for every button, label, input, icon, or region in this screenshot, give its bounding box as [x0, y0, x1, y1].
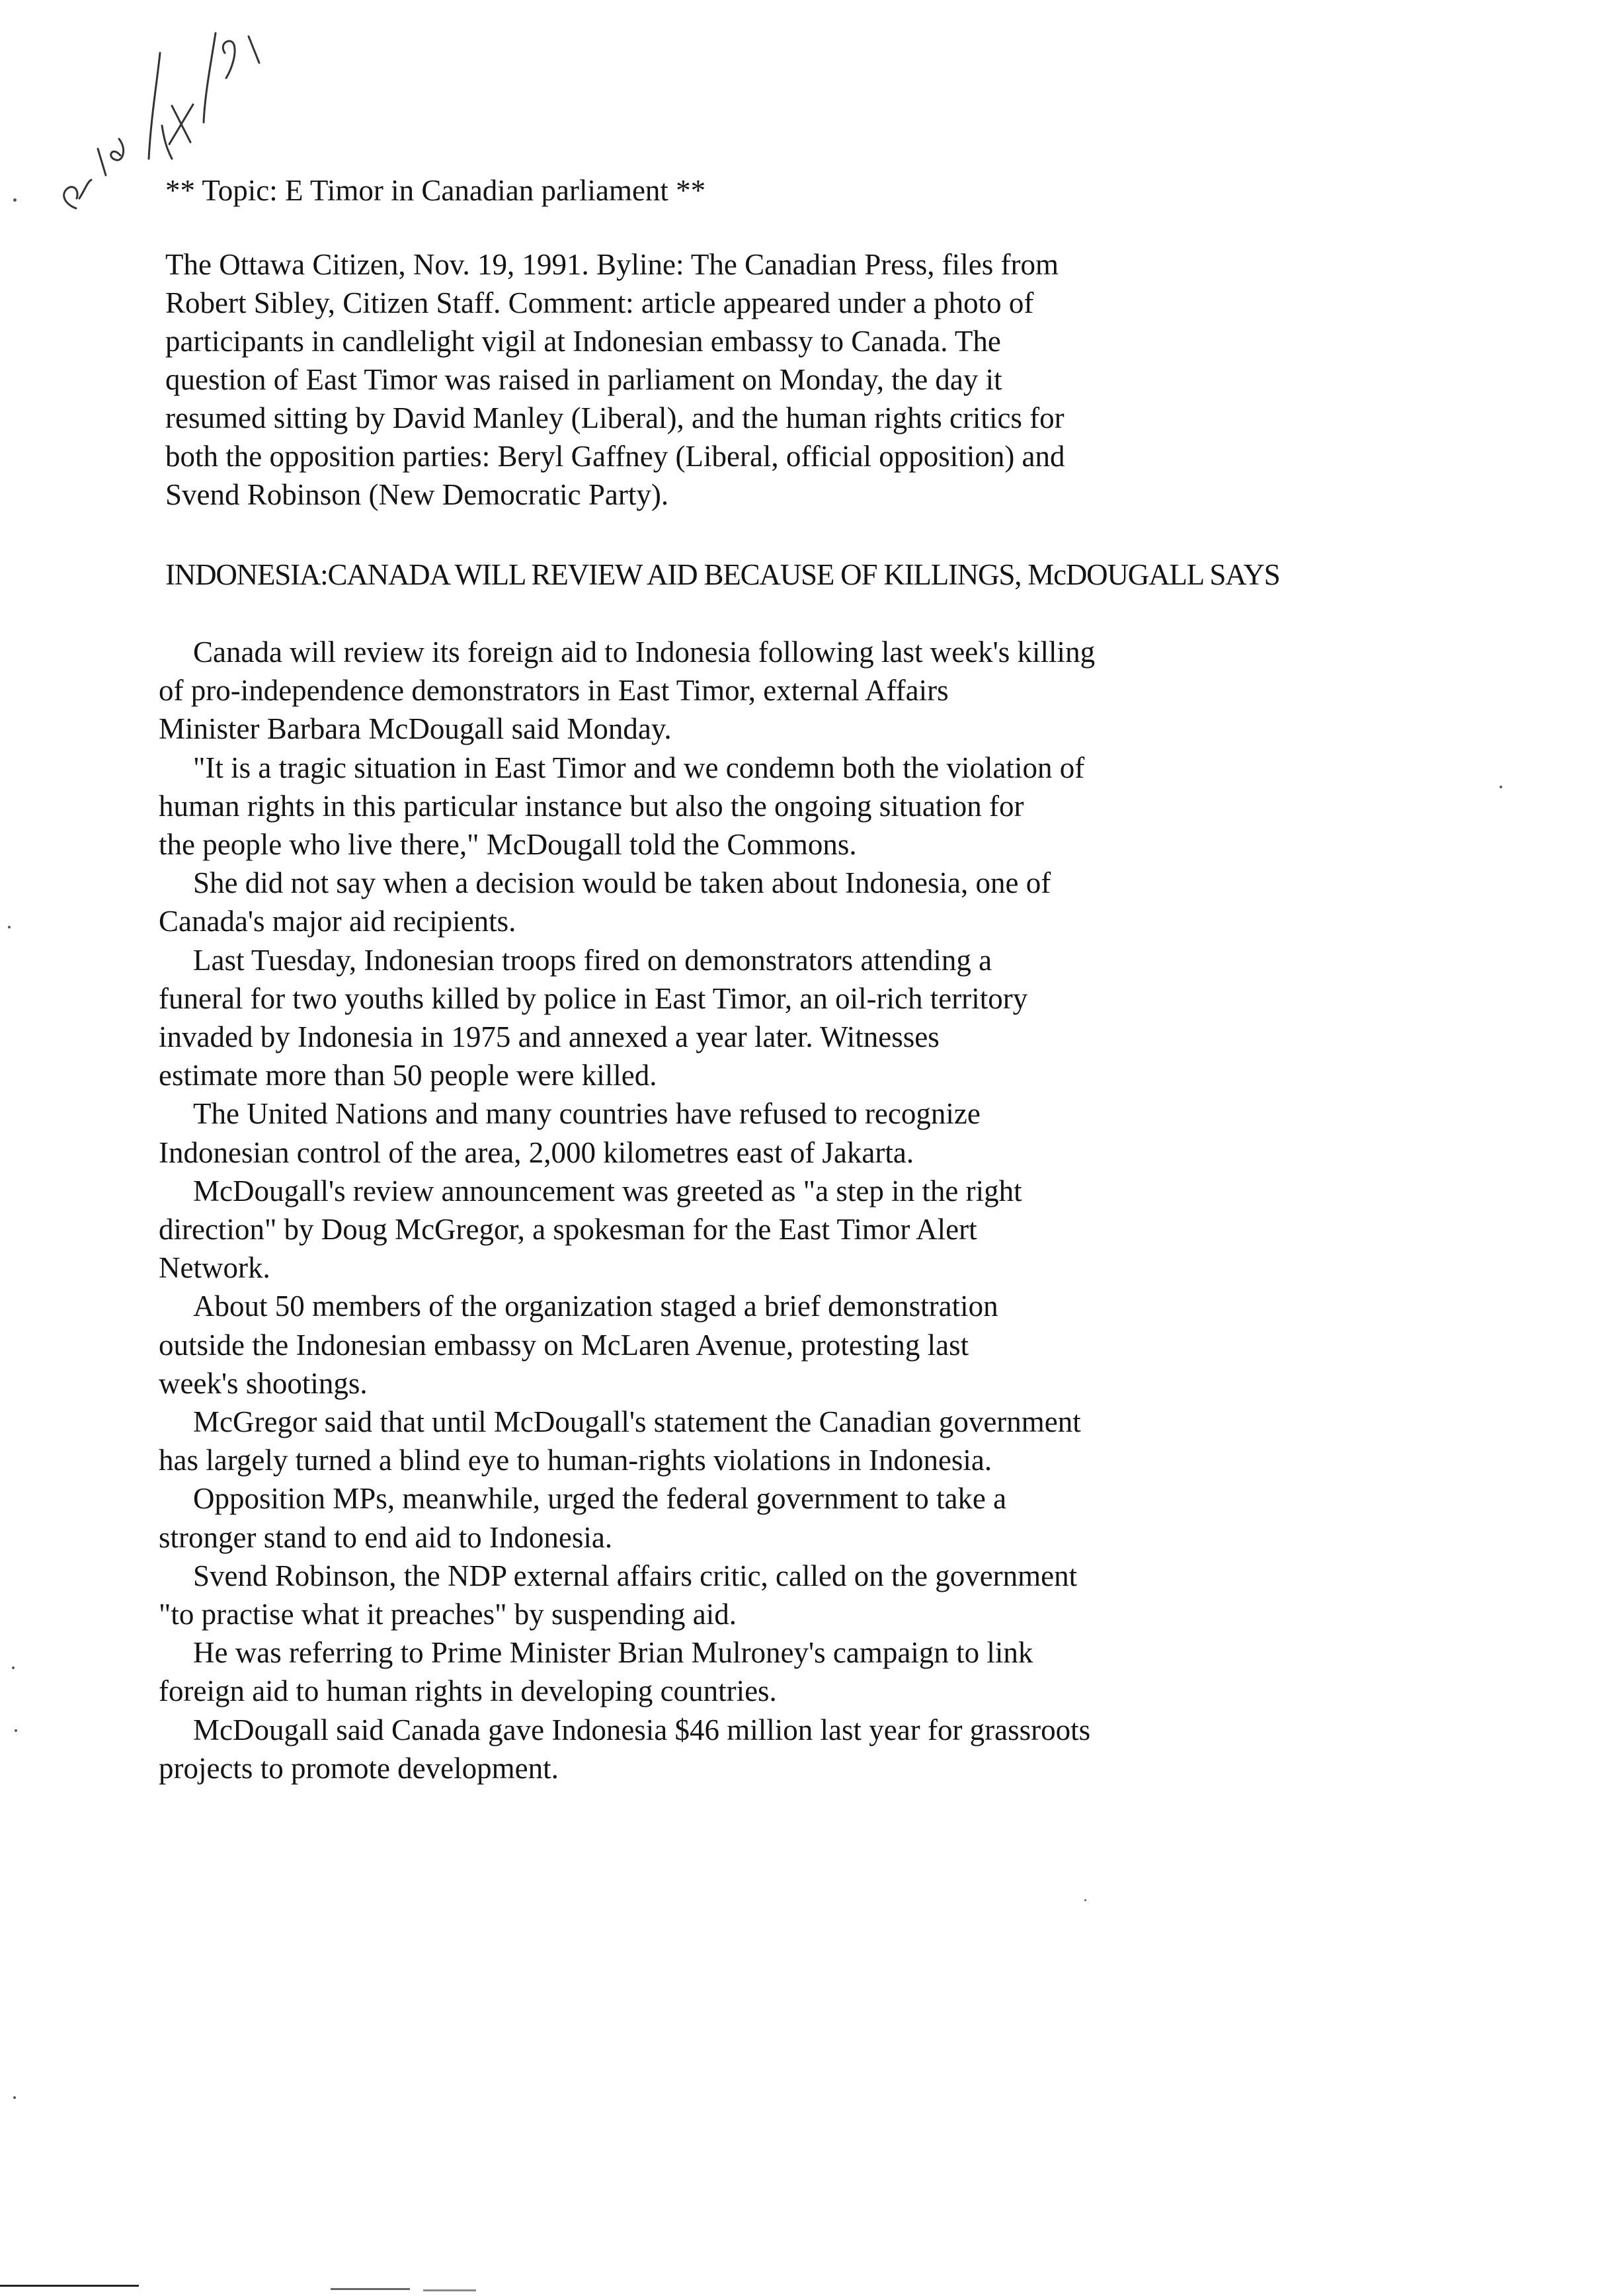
article-line: The United Nations and many countries have refused to recognize [193, 1097, 981, 1131]
article-line: Network. [159, 1251, 270, 1285]
article-line: week's shootings. [159, 1366, 368, 1400]
article-line: McDougall's review announcement was greeted as "a step in the right [193, 1174, 1022, 1208]
intro-line: question of East Timor was raised in parliament on Monday, the day it [165, 363, 1002, 396]
scan-edge-mark [331, 2288, 410, 2290]
article-line: foreign aid to human rights in developing countries. [159, 1674, 777, 1708]
article-line: stronger stand to end aid to Indonesia. [159, 1520, 613, 1554]
article-line: He was referring to Prime Minister Brian Mulroney's campaign to link [193, 1636, 1033, 1670]
article-line: McDougall said Canada gave Indonesia $46 million last year for grassroots [193, 1713, 1091, 1746]
scan-speck [13, 2096, 16, 2099]
scan-speck [1084, 1899, 1086, 1901]
article-line: human rights in this particular instance but also the ongoing situation for [159, 789, 1024, 823]
article-line: McGregor said that until McDougall's statement the Canadian government [193, 1405, 1081, 1439]
article-line: Indonesian control of the area, 2,000 kilometres east of Jakarta. [159, 1135, 914, 1169]
intro-line: Robert Sibley, Citizen Staff. Comment: article appeared under a photo of [165, 286, 1034, 319]
intro-line: resumed sitting by David Manley (Liberal), and the human rights critics for [165, 401, 1065, 434]
article-line: She did not say when a decision would be taken about Indonesia, one of [193, 866, 1051, 900]
article-line: projects to promote development. [159, 1751, 559, 1785]
scan-speck [1500, 786, 1502, 788]
article-line: Minister Barbara McDougall said Monday. [159, 712, 672, 746]
intro-line: both the opposition parties: Beryl Gaffney (Liberal, official opposition) and [165, 440, 1065, 473]
article-line: estimate more than 50 people were killed. [159, 1059, 657, 1092]
article-line: funeral for two youths killed by police in East Timor, an oil-rich territory [159, 981, 1028, 1015]
scan-speck [15, 1729, 17, 1732]
scan-edge-mark [423, 2289, 476, 2291]
scan-speck [12, 1666, 15, 1669]
article-line: About 50 members of the organization staged a brief demonstration [193, 1290, 998, 1323]
article-line: has largely turned a blind eye to human-rights violations in Indonesia. [159, 1444, 992, 1477]
article-body [159, 633, 1382, 1787]
scan-speck [8, 926, 11, 928]
article-line: invaded by Indonesia in 1975 and annexed a year later. Witnesses [159, 1020, 940, 1054]
article-line: the people who live there," McDougall told the Commons. [159, 828, 857, 862]
article-line: Svend Robinson, the NDP external affairs critic, called on the government [193, 1559, 1078, 1592]
article-headline: INDONESIA:CANADA WILL REVIEW AID BECAUSE OF KILLINGS, McDOUGALL SAYS [165, 558, 1280, 591]
article-line: Canada's major aid recipients. [159, 905, 516, 938]
article-line: direction" by Doug McGregor, a spokesman for the East Timor Alert [159, 1213, 977, 1247]
topic-line: ** Topic: E Timor in Canadian parliament ** [165, 174, 706, 207]
article-line: outside the Indonesian embassy on McLaren Avenue, protesting last [159, 1328, 969, 1362]
article-line: "to practise what it preaches" by suspending aid. [159, 1598, 737, 1631]
article-line: Opposition MPs, meanwhile, urged the federal government to take a [193, 1482, 1007, 1516]
article-line: of pro-independence demonstrators in East Timor, external Affairs [159, 674, 949, 708]
intro-line: The Ottawa Citizen, Nov. 19, 1991. Byline: The Canadian Press, files from [165, 248, 1059, 281]
article-line: "It is a tragic situation in East Timor and we condemn both the violation of [193, 751, 1085, 784]
intro-line: participants in candlelight vigil at Indonesian embassy to Canada. The [165, 325, 1001, 358]
scan-edge-mark [0, 2285, 139, 2287]
article-line: Canada will review its foreign aid to Indonesia following last week's killing [193, 636, 1096, 669]
intro-paragraph [165, 245, 1289, 514]
intro-line: Svend Robinson (New Democratic Party). [165, 478, 669, 511]
article-line: Last Tuesday, Indonesian troops fired on demonstrators attending a [193, 943, 992, 977]
scan-speck [13, 198, 17, 202]
